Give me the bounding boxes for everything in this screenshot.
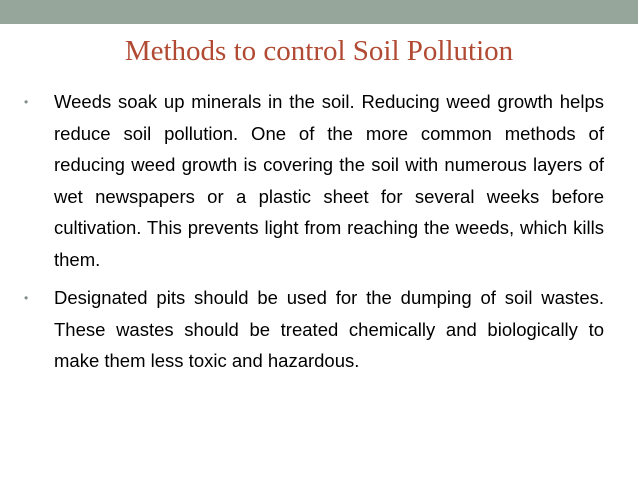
bullet-marker: • [24, 95, 29, 109]
slide-title: Methods to control Soil Pollution [124, 35, 514, 67]
slide-body [24, 86, 604, 384]
bullet-item-pits [24, 282, 604, 377]
top-decorative-bar [0, 0, 638, 24]
bullet-marker: • [24, 291, 29, 305]
bullet-text: Weeds soak up minerals in the soil. Reducing weed growth helps reduce soil pollution. One of the more common methods of reducing weed growth is covering the soil with numerous layers of wet newspapers or a plastic sheet for several weeks before cultivation. This prevents light from reaching the weeds, which kills them. [54, 91, 604, 270]
bullet-item-weeds [24, 86, 604, 275]
bullet-text: Designated pits should be used for the dumping of soil wastes. These wastes should be treated chemically and biologically to make them less toxic and hazardous. [54, 287, 604, 371]
